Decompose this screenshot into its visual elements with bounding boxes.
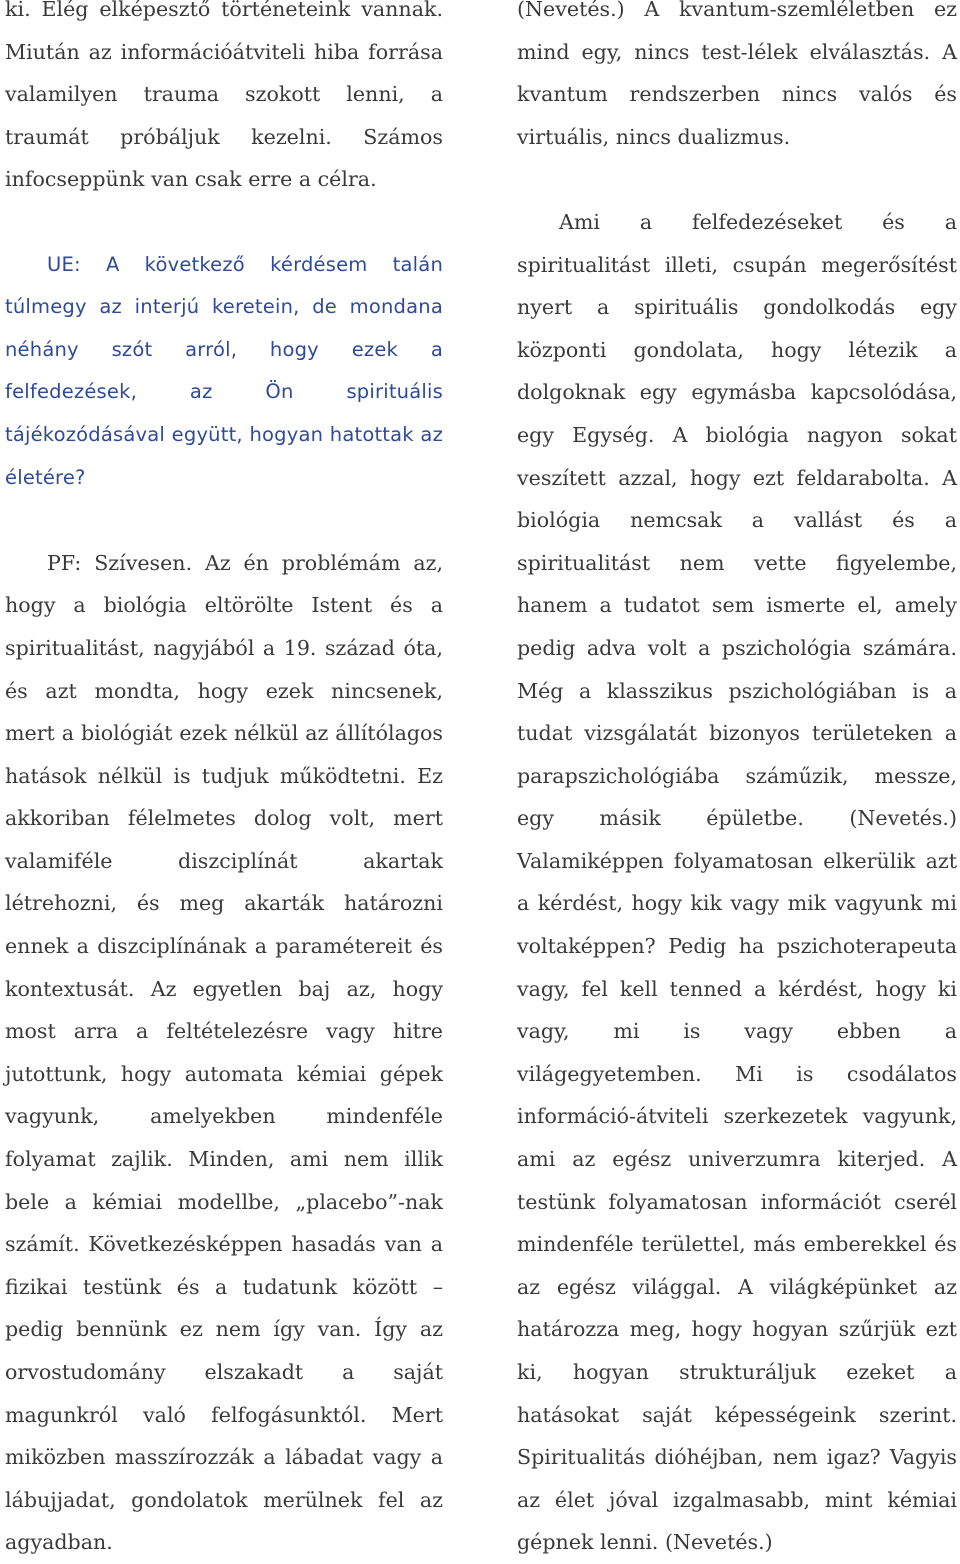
paragraph-gap — [517, 158, 957, 201]
continuation-paragraph: (Nevetés.) A kvantum-szemléletben ez mind egy, nincs test-lélek elválasztás. A kvantum rendszerben nincs valós és virtuális, nincs dualizmus. — [517, 0, 957, 149]
left-column — [5, 0, 443, 1564]
interviewee-answer — [5, 542, 443, 1564]
spirituality-paragraph: Ami a felfedezéseket és a spiritualitást illeti, csupán megerősítést nyert a spirituális gondolkodás egy központi gondolata, hogy létezik a dolgoknak egy egymásba kapcsolódása, egy Egység. A biológia nagyon sokat veszített azzal, hogy ezt feldarabolta. A biológia nemcsak a vallást és a spiritualitást nem vette figyelembe, hanem a tudatot sem ismerte el, amely pedig adva volt a pszichológia számára. Még a klasszikus pszichológiában is a tudat vizsgálatát bizonyos területeken a parapszichológiába száműzik, messze, egy másik épületbe. (Nevetés.) Valamiképpen folyamatosan elkerülik azt a kérdést, hogy kik vagy mik vagyunk mi voltaképpen? Pedig ha pszichoterapeuta vagy, fel kell tenned a kérdést, hogy ki vagy, mi is vagy ebben a világegyetemben. Mi is csodálatos információ-átviteli szerkezetek vagyunk, ami az egész univerzumra kiterjed. A testünk folyamatosan információt cserél mindenféle területtel, más emberekkel és az egész világgal. A világképünket az határozza meg, hogy hogyan szűrjük ezt ki, hogyan strukturáljuk ezeket a hatásokat saját képességeink szerint. Spiritualitás dióhéjban, nem igaz? Vagyis az élet jóval izgalmasabb, mint kémiai gépnek lenni. (Nevetés.) — [517, 209, 957, 1555]
paragraph-gap — [5, 201, 443, 244]
interviewee-answer-text: Szívesen. Az én problémám az, hogy a biológia eltörölte Istent és a spiritualitást, nagyjából a 19. század óta, és azt mondta, hogy ezek nincsenek, mert a biológiát ezek nélkül az állítólagos hatások nélkül is tudjuk működtetni. Ez akkoriban félelmetes dolog volt, mert valamiféle diszciplínát akartak létrehozni, és meg akarták határozni ennek a diszciplínának a paramétereit és kontextusát. Az egyetlen baj az, hogy most arra a feltételezésre vagy hitre jutottunk, hogy automata kémiai gépek vagyunk, amelyekben mindenféle folyamat zajlik. Minden, ami nem illik bele a kémiai modellbe, „placebo”-nak számít. Következésképpen hasadás van a fizikai testünk és a tudatunk között – pedig bennünk ez nem így van. Így az orvostudomány elszakadt a saját magunkról való felfogásunktól. Mert miközben masszírozzák a lábadat vagy a lábujjadat, gondolatok merülnek fel az agyadban. — [5, 550, 443, 1555]
interviewer-question-text: A következő kérdésem talán túlmegy az interjú keretein, de mondana néhány szót arról, hogy ezek a felfedezések, az Ön spirituális tájékozódásával együtt, hogyan hatottak az életére? — [5, 252, 443, 489]
paragraph-gap — [5, 499, 443, 542]
interviewee-speaker: PF: — [47, 550, 82, 575]
interviewer-question — [5, 244, 443, 500]
intro-paragraph: ki. Elég elképesztő történeteink vannak. Miután az információátviteli hiba forrása valamilyen trauma szokott lenni, a traumát próbáljuk kezelni. Számos infocseppünk van csak erre a célra. — [5, 0, 443, 192]
right-column — [517, 0, 957, 1564]
interviewer-speaker: UE: — [47, 252, 81, 276]
